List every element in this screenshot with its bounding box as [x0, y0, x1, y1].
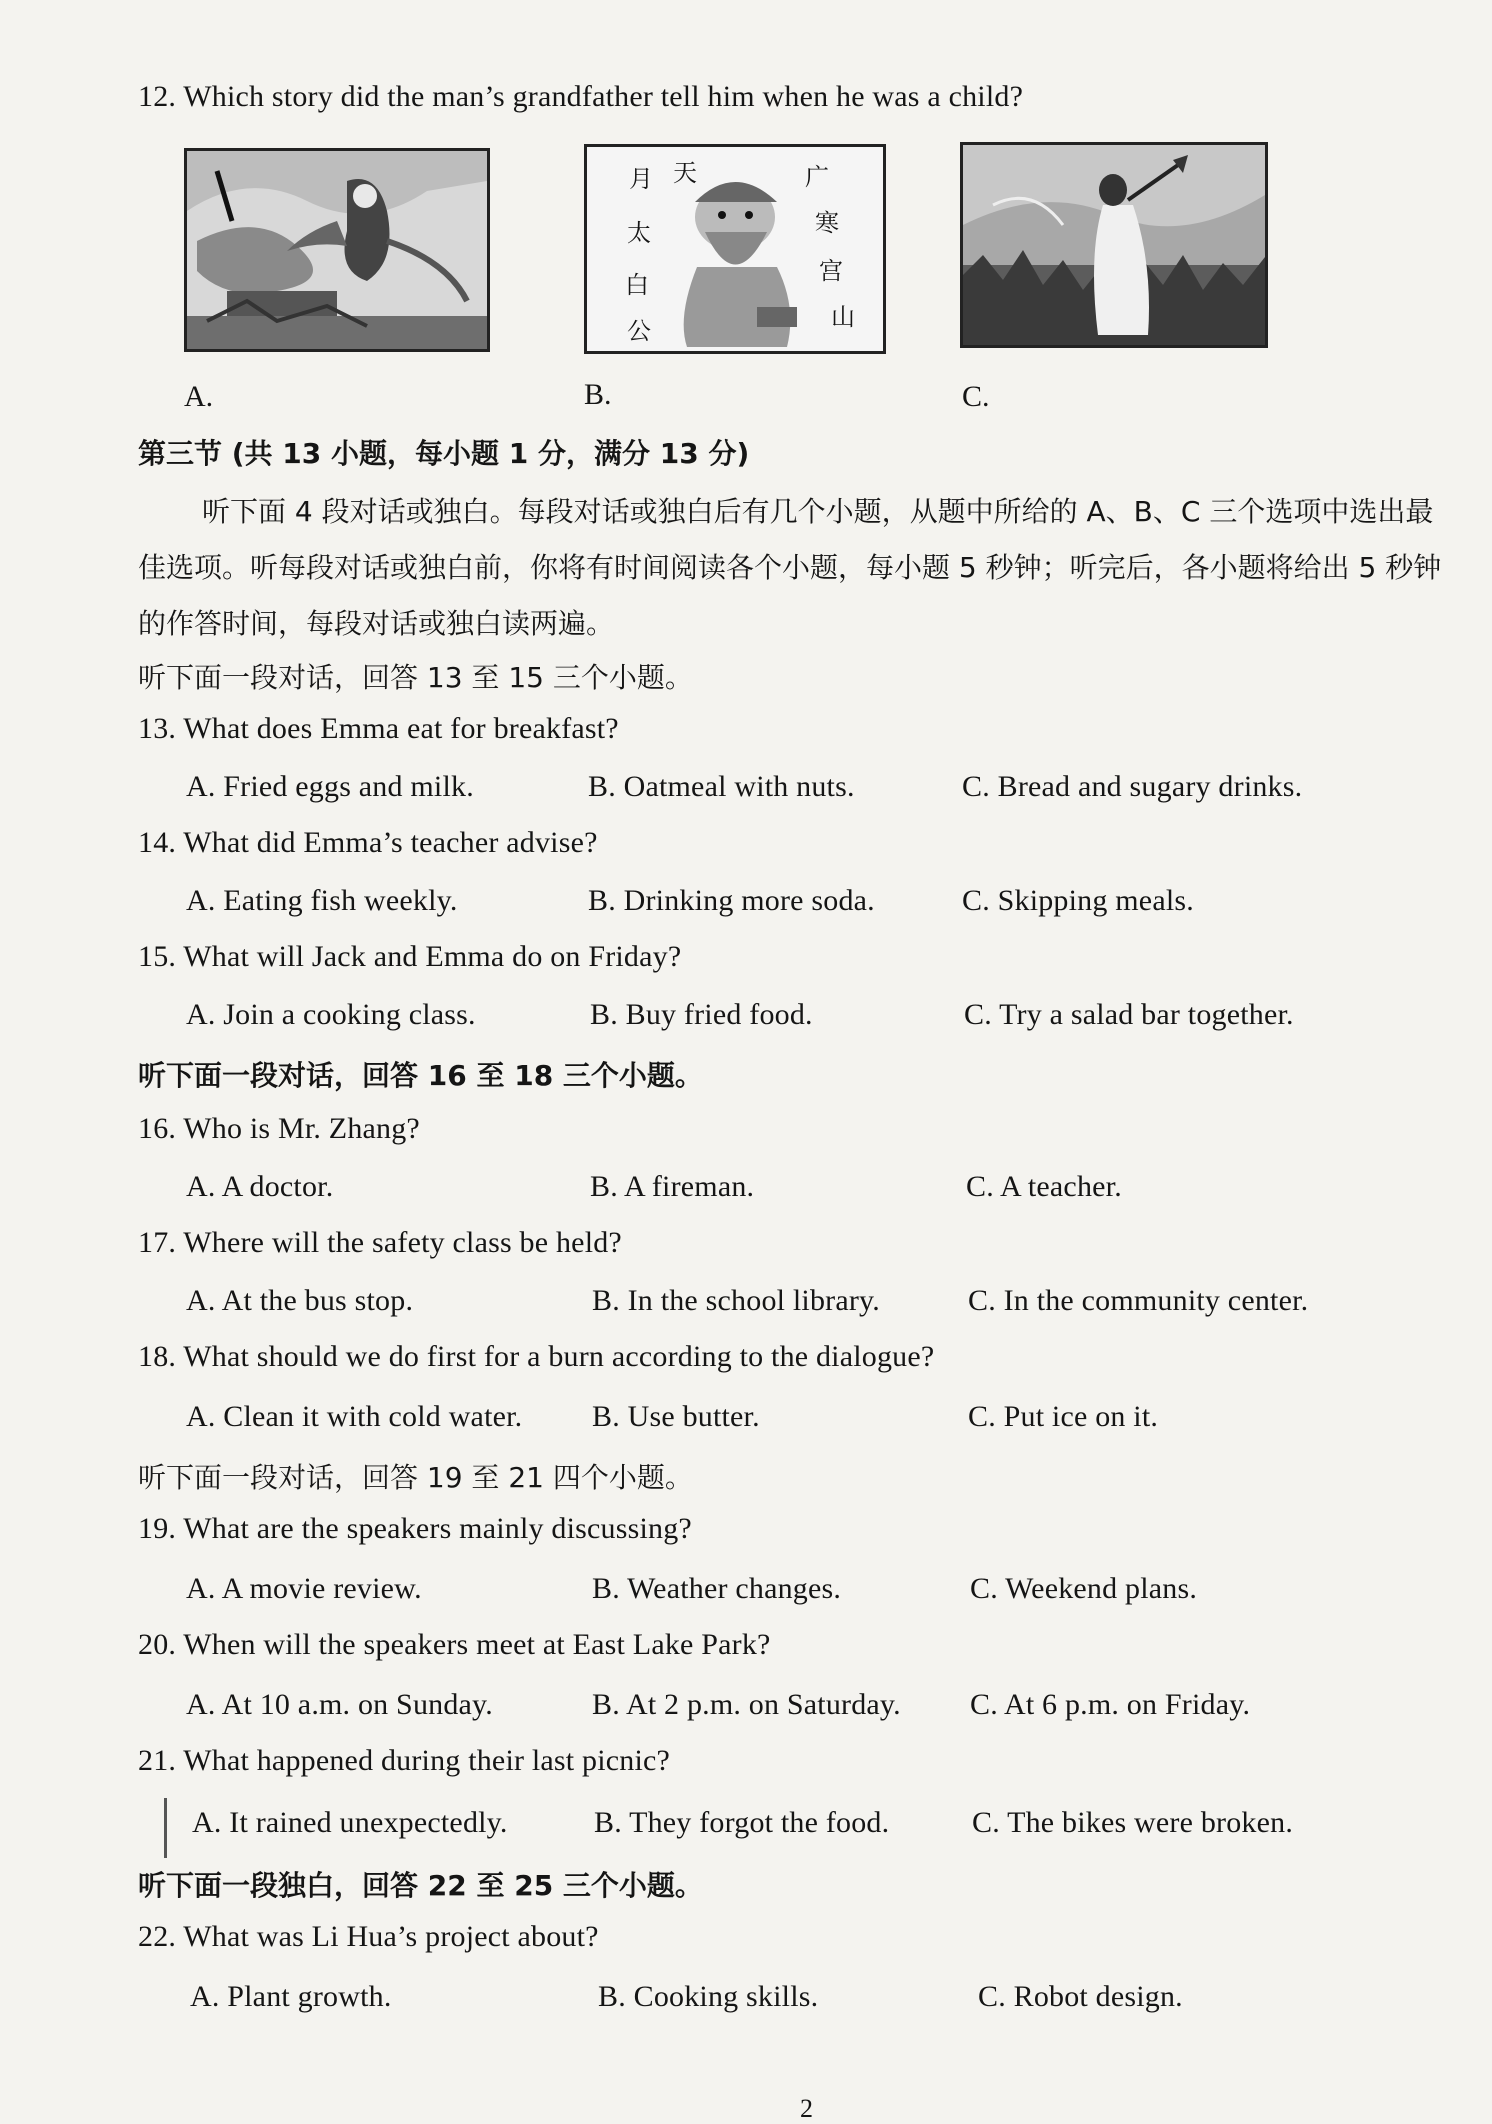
- section-heading: 第三节 (共 13 小题，每小题 1 分，满分 13 分): [138, 437, 750, 470]
- option-c: C. Weekend plans.: [970, 1572, 1198, 1605]
- question-17: 17. Where will the safety class be held?: [138, 1226, 622, 1259]
- option-a: A. A movie review.: [186, 1572, 422, 1605]
- picture-label-b: B.: [584, 378, 612, 411]
- option-c: C. Robot design.: [978, 1980, 1183, 2013]
- option-b: B. A fireman.: [590, 1170, 755, 1203]
- option-a: A. Clean it with cold water.: [186, 1400, 523, 1433]
- picture-b-char: 白: [625, 271, 649, 299]
- option-a: A. Join a cooking class.: [186, 998, 476, 1031]
- option-a: A. Plant growth.: [190, 1980, 392, 2013]
- question-19: 19. What are the speakers mainly discussing?: [138, 1512, 692, 1545]
- question-21: 21. What happened during their last picnic?: [138, 1744, 671, 1777]
- picture-b-char: 寒: [815, 209, 839, 237]
- option-a: A. At the bus stop.: [186, 1284, 414, 1317]
- option-a: A. At 10 a.m. on Sunday.: [186, 1688, 494, 1721]
- picture-b-char: 宫: [819, 257, 843, 285]
- option-c: C. At 6 p.m. on Friday.: [970, 1688, 1251, 1721]
- question-15: 15. What will Jack and Emma do on Friday?: [138, 940, 682, 973]
- listening-prompt: 听下面一段对话，回答 16 至 18 三个小题。: [138, 1059, 703, 1092]
- option-c: C. The bikes were broken.: [972, 1806, 1294, 1839]
- option-a: A. A doctor.: [186, 1170, 334, 1203]
- picture-c-illustration: [963, 145, 1265, 345]
- listening-prompt: 听下面一段独白，回答 22 至 25 三个小题。: [138, 1869, 703, 1902]
- picture-b: [584, 144, 886, 354]
- scan-mark: [164, 1798, 167, 1858]
- picture-b-char: 公: [627, 317, 651, 345]
- picture-b-char: 太: [627, 219, 651, 247]
- picture-c: [960, 142, 1268, 348]
- option-a: A. Eating fish weekly.: [186, 884, 458, 917]
- option-a: A. Fried eggs and milk.: [186, 770, 474, 803]
- option-b: B. Buy fried food.: [590, 998, 813, 1031]
- option-c: C. Skipping meals.: [962, 884, 1194, 917]
- picture-a: [184, 148, 490, 352]
- option-b: B. At 2 p.m. on Saturday.: [592, 1688, 901, 1721]
- picture-label-c: C.: [962, 380, 990, 413]
- page-number: 2: [800, 2094, 813, 2123]
- option-b: B. They forgot the food.: [594, 1806, 890, 1839]
- picture-b-char: 山: [831, 303, 855, 331]
- picture-b-char: 广: [805, 163, 829, 191]
- option-c: C. In the community center.: [968, 1284, 1309, 1317]
- question-14: 14. What did Emma’s teacher advise?: [138, 826, 598, 859]
- picture-a-illustration: [187, 151, 487, 349]
- option-b: B. In the school library.: [592, 1284, 880, 1317]
- option-b: B. Cooking skills.: [598, 1980, 819, 2013]
- picture-b-char: 月: [629, 165, 653, 193]
- question-18: 18. What should we do first for a burn according to the dialogue?: [138, 1340, 935, 1373]
- option-b: B. Weather changes.: [592, 1572, 842, 1605]
- option-c: C. Put ice on it.: [968, 1400, 1159, 1433]
- option-b: B. Use butter.: [592, 1400, 760, 1433]
- option-b: B. Drinking more soda.: [588, 884, 875, 917]
- question-20: 20. When will the speakers meet at East Lake Park?: [138, 1628, 771, 1661]
- question-12: 12. Which story did the man’s grandfather tell him when he was a child?: [138, 80, 1024, 113]
- question-16: 16. Who is Mr. Zhang?: [138, 1112, 420, 1145]
- listening-prompt: 听下面一段对话，回答 19 至 21 四个小题。: [138, 1461, 693, 1494]
- option-c: C. A teacher.: [966, 1170, 1122, 1203]
- option-c: C. Try a salad bar together.: [964, 998, 1294, 1031]
- picture-label-a: A.: [184, 380, 214, 413]
- option-c: C. Bread and sugary drinks.: [962, 770, 1303, 803]
- listening-prompt: 听下面一段对话，回答 13 至 15 三个小题。: [138, 661, 693, 694]
- question-22: 22. What was Li Hua’s project about?: [138, 1920, 599, 1953]
- option-a: A. It rained unexpectedly.: [192, 1806, 508, 1839]
- option-b: B. Oatmeal with nuts.: [588, 770, 855, 803]
- picture-b-char: 天: [673, 159, 697, 187]
- question-13: 13. What does Emma eat for breakfast?: [138, 712, 619, 745]
- section-instructions: 听下面 4 段对话或独白。每段对话或独白后有几个小题，从题中所给的 A、B、C 三个选项中选出最佳选项。听每段对话或独白前，你将有时间阅读各个小题，每小题 5 秒钟；听完后，各小题将给出 5 秒钟的作答时间，每段对话或独白读两遍。: [138, 495, 1442, 640]
